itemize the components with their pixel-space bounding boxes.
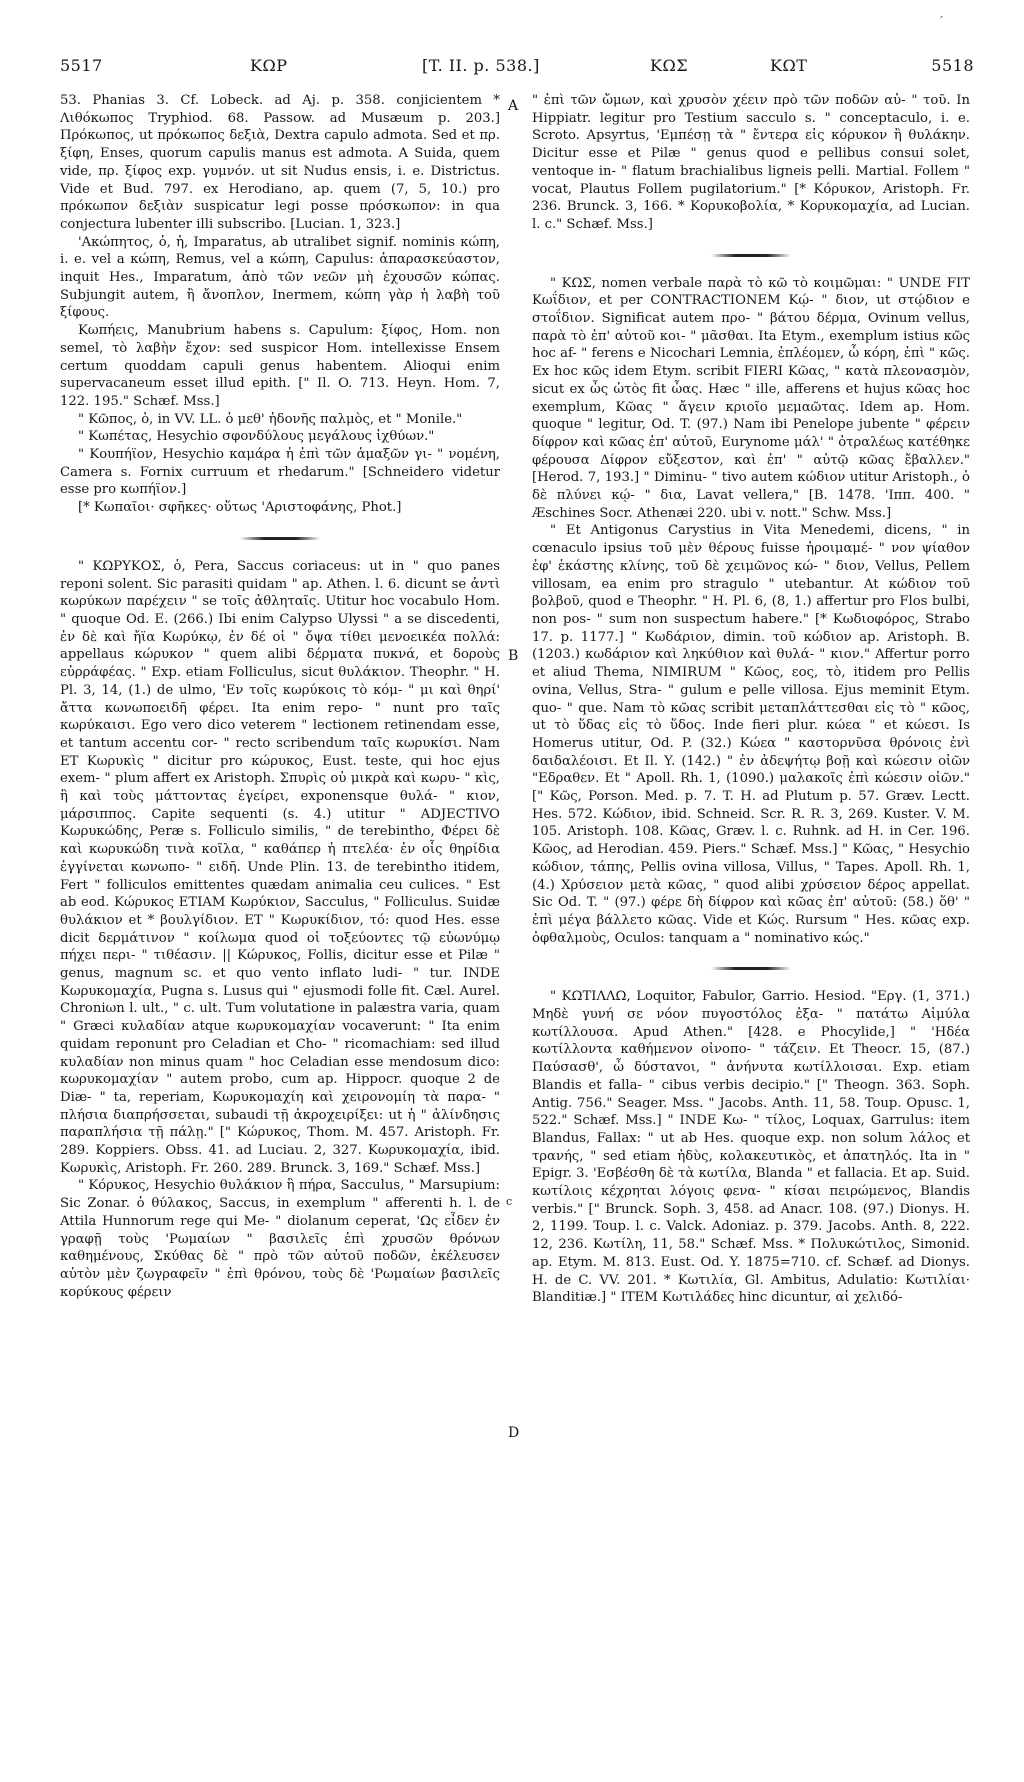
- entry-kos: " ΚΩΣ, nomen verbale παρὰ τὸ κῶ τὸ κοιμῶμαι: " UNDE FIT Κωΐδιον, et per CONTRACTIONEM Κῴ- " διον, ut στῴδιον e στοΐδιον. Significat autem προ- " βάτου δέρμα, Ovinum vellus, παρὰ τὸ ἐπ' αὐτοῦ κοι- " μᾶσθαι. Ita Etym., exemplum istius κῶς hoc af- " ferens e Nicochari Lemnia, ἐπλέομεν, ὦ κόρη, ἐπὶ " κῶς. Ex hoc κῶς idem Etym. scribit FIERI Κῶας, " κατὰ πλεονασμὸν, sicut ex ὦς ὠτὸς fit ὦας. Hæc " ille, afferens et hujus κῶας hoc exemplum, Κῶας " ἄγειν κριοῖο μεμαῶτας. Idem ap. Hom. quoque " legitur, Od. T. (97.) Nam ibi Penelope jubente " φέρειν δίφρον καὶ κῶας ἐπ' αὐτοῦ, Eurynome μάλ' " ὀτραλέως κατέθηκε φέρουσα Δίφρον εὔξεστον, καὶ ἐπ' " αὐτῷ κῶας ἔβαλλεν." [Herod. 7, 193.] " Diminu- " tivo autem κώδιον utitur Aristoph., ὁ δὲ πλύνει κῴ- " δια, Lavat vellera," [B. 1478. 'Ιππ. 400. " Æschines Socr. Athenæi 220. ubi v. nott." Schw. Mss.]: [532, 275, 970, 521]
- left-column: [60, 92, 500, 1301]
- running-header: [60, 56, 974, 86]
- margin-marker-c: c: [506, 1195, 513, 1208]
- left-headword: ΚΩΡ: [250, 56, 288, 75]
- right-page-number: 5518: [931, 56, 974, 75]
- entry-kotillo: " ΚΩΤΙΛΛΩ, Loquitor, Fabulor, Garrio. Hesiod. "Εργ. (1, 371.) Μηδὲ γυνή σε νόον πυγοστόλος ἐξα- " πατάτω Αἱμύλα κωτίλλουσα. Apud Athen." [428. e Phocylide,] " 'Ηδέα κωτίλλοντα καθήμενον οἰνοπο- " τάζειν. Et Theocr. 15, (87.) Παύσασθ', ὦ δύσταvoι, " ἀνήνυτα κωτίλλοισαι. Exp. etiam Blandis et falla- " cibus verbis decipio." [" Theogn. 363. Soph. Antig. 756." Seager. Mss. " Jacobs. Anth. 11, 58. Toup. Opusc. 1, 522." Schæf. Mss.] " INDE Κω- " τίλος, Loquax, Garrulus: item Blandus, Fallax: " ut ab Hes. quoque exp. non solum λάλος et τρανής, " sed etiam ἡδὺς, κολακευτικὸς, et ἀπατηλός. Ita in " Epigr. 3. 'Εσβέσθη δὲ τὰ κωτίλα, Blanda " et fallacia. Et ap. Suid. κωτίλοις κέχρηται λόγοις φενα- " κίσαι πειρώμενος, Blandis verbis." [" Brunck. Soph. 3, 458. ad Anacr. 108. (97.) Dionys. H. 2, 1199. Toup. l. c. Valck. Adoniaz. p. 379. Jacobs. Anth. 8, 222. 12, 236. Κωτίλη, 11, 58." Schæf. Mss. * Πολυκώτιλος, Simonid. ap. Etym. M. 813. Eust. Od. Y. 1875=710. cf. Schæf. ad Dionys. H. de C. VV. 201. * Κωτιλία, Gl. Ambitus, Adulatio: Κωτιλίαι· Blanditiæ.] " ITEM Κωτιλάδες hinc dicuntur, αἱ χελιδό-: [532, 989, 970, 1306]
- entry-akopetos: 'Ακώπητος, ὁ, ἡ, Imparatus, ab utralibet signif. nominis κώπη, i. e. vel a κώπη, Remus, vel a κώπη, Capulus: ἀπαρασκεύαστον, inquit Hes., Imparatum, ἀπὸ τῶν νεῶν μὴ ἐχουσῶν κώπας. Subjungit autem, ἢ ἄνοπλον, Inermem, κώπη γὰρ ἡ λαβὴ τοῦ ξίφους.: [60, 234, 500, 321]
- entry-koupeion: " Κουπήϊον, Hesychio καμάρα ἡ ἐπὶ τῶν ἁμαξῶν γι- " νομένη, Camera s. Fornix curruum et rhedarum." [Schneidero videtur esse pro κωπήϊον.]: [60, 447, 500, 498]
- entry-kopos: " Κῶπος, ὁ, in VV. LL. ὁ μεθ' ἡδονῆς παλμὸς, et " Monile.": [78, 411, 463, 427]
- entry-kopaioi: [* Κωπαῖοι· σφῆκες· οὕτως 'Αριστοφάνης, Phot.]: [78, 500, 402, 516]
- entry-kopeeis: Κωπήεις, Manubrium habens s. Capulum: ξίφος, Hom. non semel, τὸ λαβὴν ἔχον: sed suspicor Hom. intellexisse Ensem certum quoddam capuli genus habentem. Alioqui enim supervacaneum esset illud epith. [" Il. O. 713. Heyn. Hom. 7, 122. 195." Schæf. Mss.]: [60, 323, 500, 409]
- right-column: [532, 92, 970, 1307]
- section-divider: [711, 967, 791, 970]
- margin-marker-a: A: [508, 98, 519, 114]
- margin-marker-b: B: [508, 648, 519, 664]
- section-divider: [711, 254, 791, 257]
- entry-continuation: " ἐπὶ τῶν ὤμων, καὶ χρυσὸν χέειν πρὸ τῶν ποδῶν αὐ- " τοῦ. In Hippiatr. legitur pro Testium sacculo s. " conceptaculo, i. e. Scroto. Apsyrtus, 'Εμπέσῃ τὰ " ἔντερα εἰς κόρυκον ἢ θυλάκην. Dicitur esse et Pilæ " genus quod e pellibus consui solet, ventoque in- " flatum brachialibus ligneis pelli. Martial. Follem " vocat, Plautus Follem pugilatorium." [* Κόρυκον, Aristoph. Fr. 236. Brunck. 3, 166. * Κορυκοβολία, * Κορυκομαχία, ad Lucian. l. c." Schæf. Mss.]: [532, 93, 970, 232]
- entry-kopetas: " Κωπέτας, Hesychio σφονδύλους μεγάλους ἰχθύων.": [78, 429, 435, 445]
- entry-kos-continued: " Et Antigonus Carystius in Vita Menedemi, dicens, " in cœnaculo ipsius τοῦ μὲν θέρους fuisse ἠροιμαμέ- " νον ψίαθον ἐφ' ἑκάστης κλίνης, τοῦ δὲ χειμῶνος κώ- " διον, Vellus, Pellem villosam, ea enim pro stragulo " utebantur. At κώδιον τοῦ βολβοῦ, quod e Theophr. " H. Pl. 6, (8, 1.) affertur pro Flos bulbi, non pos- " sum non suspectum habere." [* Κωδιοφόρος, Strabo 17. p. 1177.] " Κωδάριον, dimin. τοῦ κώδιον ap. Aristoph. B. (1203.) κωδάριον καὶ ληκύθιον καὶ θυλά- " κιον." Affertur porro et aliud Thema, NIMIRUM " Κῶος, εος, τὸ, itidem pro Pellis ovina, Vellus, Stra- " gulum e pelle villosa. Ejus meminit Etym. quo- " que. Nam τὸ κῶας scribit μεταπλάττεσθαι εἰς τὸ " κῶος, ut τὸ ὕδας εἰς τὸ ὕδος. Inde fieri plur. κώεα " et κώεσι. Is Homerus utitur, Od. P. (32.) Κώεα " καστορνῦσα θρόνοις ἐνὶ δαιδαλέοισι. Et Il. Y. (142.) " ἐν ἀδεψήτῳ βοῇ καὶ κώεσιν οἰῶν "Εδραθεν. Et " Apoll. Rh. 1, (1090.) μαλακοῖς ἐπὶ κώεσιν οἰῶν." [" Κῶς, Porson. Med. p. 7. T. H. ad Plutum p. 57. Græv. Lectt. Hes. 572. Κώδιον, ibid. Schneid. Scr. R. R. 3, 269. Kuster. V. M. 105. Aristoph. 108. Κῶας, Græv. l. c. Ruhnk. ad H. in Cer. 196. Κῶος, ad Herodian. 459. Piers." Schæf. Mss.] " Κῶας, " Hesychio κώδιον, τάπης, Pellis ovina villosa, Villus, " Tapes. Apoll. Rh. 1, (4.) Χρύσειον μετὰ κῶας, " quod alibi χρύσειον δέρος appellat. Sic Od. T. " (97.) φέρε δὴ δίφρον καὶ κῶας ἐπ' αὐτοῦ: (58.) ὅθ' " ἐπὶ μέγα βάλλετο κῶας. Vide et Κώς. Rursum " Hes. κῶας exp. ὀφθαλμοὺς, Oculos: tanquam a " nominativo κώς.": [532, 523, 970, 946]
- middle-headword: ΚΩΣ: [650, 56, 689, 75]
- page-corner-mark: ′: [940, 14, 943, 28]
- section-divider: [240, 537, 320, 540]
- entry-korykos-hesychius: " Κόρυκος, Hesychio θυλάκιον ἢ πήρα, Sacculus, " Marsupium: Sic Zonar. ὁ θύλακος, Saccus, in exemplum " afferenti h. l. de Attila Hunnorum rege qui Me- " diolanum ceperat, 'Ως εἶδεν ἐν γραφῇ τοὺς 'Ρωμαίων " βασιλεῖς ἐπὶ χρυσῶν θρόνων καθημένους, Σκύθας δὲ " πρὸ τῶν αὐτοῦ ποδῶν, ἐκέλευσεν αὐτὸν μὲν ζωγραφεῖν " ἐπὶ θρόνου, τοὺς δὲ 'Ρωμαίων βασιλεῖς κορύκους φέρειν: [60, 1178, 500, 1300]
- entry-korykos: " ΚΩΡΥΚΟΣ, ὁ, Pera, Saccus coriaceus: ut in " quo panes reponi solent. Sic parasiti quidam " ap. Athen. l. 6. dicunt se ἀντὶ κωρύκων παρέχειν " se τοῖς ἀθληταῖς. Utitur hoc vocabulo Hom. " quoque Od. E. (266.) Ibi enim Calypso Ulyssi " a se discedenti, ἐν δὲ καὶ ἤϊα Κωρύκῳ, ἐν δέ οἱ " ὄψα τίθει μενοεικέα πολλά: appellaus κώρυκον " quem alibi δέρματα πυκνά, et δοροὺς εὐρράφέας. " Exp. etiam Folliculus, sicut θυλάκιον. Theophr. " H. Pl. 3, 14, (1.) de ulmo, 'Εν τοῖς κωρύκοις τὸ κόμ- " μι καὶ θηρί' ἄττα κωνωποειδῆ φέρει. Ita enim repo- " nunt pro ταῖς κωρύκαισι. Ego vero dico veterem " lectionem retinendam esse, et tantum accentu cor- " recto scribendum ταῖς κωρυκίσι. Nam ET Κωρυκὶς " dicitur pro κώρυκος, Eust. teste, qui hoc ejus exem- " plum affert ex Aristoph. Σπυρὶς οὐ μικρὰ καὶ κωρυ- " κὶς, ἣ καὶ τοὺς μάττοντας ἐγείρει, exponensque θυλά- " κιον, μάρσιππος. Capite sequenti (s. 4.) utitur " ADJECTIVO Κωρυκώδης, Peræ s. Folliculo similis, " de terebintho, Φέρει δὲ καὶ κωρυκώδη τινὰ κοῖλα, " καθάπερ ἡ πτελέα· ἐν οἷς θηρίδια ἐγγίνεται κωνωπο- " ειδῆ. Unde Plin. 13. de terebintho itidem, Fert " folliculos emittentes quædam animalia ceu culices. " Est ab eod. Κώρυκος ETIAM Κωρύκιον, Sacculus, " Folliculus. Suidæ θυλάκιον et * βουλγίδιον. ET " Κωρυκίδιον, τό: quod Hes. esse dicit δερμάτινον " κοίλωμα quod οἱ τοξεύοντες τῷ εὐωνύμῳ πήχει περι- " τιθέασιν. || Κώρυκος, Follis, dicitur esse et Pilæ " genus, magnum sc. et quo vento inflato ludi- " tur. INDE Κωρυκομαχία, Pugna s. Lusus qui " ejusmodi folle fit. Cæl. Aurel. Chroniωn l. ult., " c. ult. Tum volutatione in palæstra varia, quam " Græci κυλαδίαν atque κωρυκομαχίαν vocaverunt: " Ita enim quidam reponunt pro Celadian et Cho- " ricomachiam: sed illud κυλαδίαν non minus quam " hoc Celadian esse mendosum dico: κωρυκομαχίαν " autem probo, cum ap. Hippocr. quoque 2 de Diæ- " ta, reperiam, Κωρυκομαχίη καὶ χειρονομίη τὰ παρα- " πλήσια διαπρήσσεται, subaudi τῇ ἀκροχειρίξει: ut ἡ " ἁλίνδησις παραπλήσια τῇ πάλῃ." [" Κώρυκος, Thom. M. 457. Aristoph. Fr. 289. Koppiers. Obss. 41. ad Luciau. 2, 327. Κωρυκομαχία, ibid. Κωρυκὶς, Aristoph. Fr. 260. 289. Brunck. 3, 169." Schæf. Mss.]: [60, 558, 500, 1176]
- left-page-number: 5517: [60, 56, 103, 75]
- volume-reference: [T. II. p. 538.]: [422, 56, 540, 75]
- right-headword: ΚΩΤ: [770, 56, 808, 75]
- margin-marker-d: D: [508, 1425, 520, 1441]
- entry-paragraph: 53. Phanias 3. Cf. Lobeck. ad Aj. p. 358. conjicientem * Λιθόκωπος Tryphiod. 68. Passow. ad Musæum p. 203.] Πρόκωπος, ut πρόκωπος δεξιὰ, Dextra capulo admota. Sed et πρ. ξίφη, Enses, quorum capulis manus est admota. A Suida, quem vide, πρ. ξίφος exp. γυμνόν. ut sit Nudus ensis, i. e. Districtus. Vide et Bud. 797. ex Herodiano, ap. quem (7, 5, 10.) pro πρόκωπον δεξιὰν suspicatur legi posse πρόσκωπον: in qua conjectura lubenter illi subscribo. [Lucian. 1, 323.]: [60, 93, 500, 232]
